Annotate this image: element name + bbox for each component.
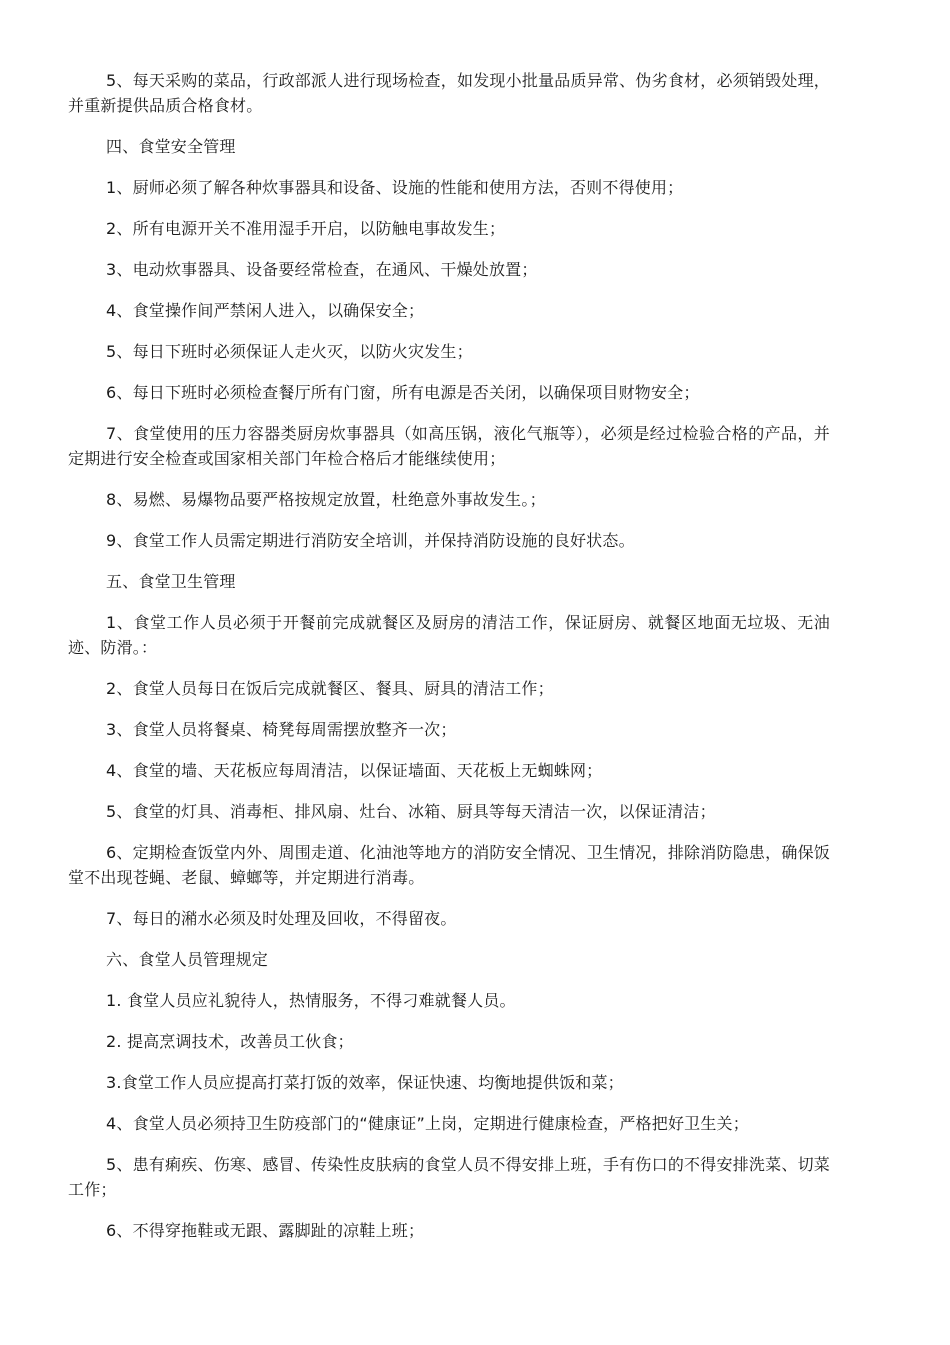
paragraph: 6、定期检查饭堂内外、周围走道、化油池等地方的消防安全情况、卫生情况，排除消防隐患，确保饭堂不出现苍蝇、老鼠、蟑螂等，并定期进行消毒。 [68, 843, 830, 887]
section-heading: 四、食堂安全管理 [106, 137, 236, 156]
paragraph: 7、每日的潲水必须及时处理及回收，不得留夜。 [106, 909, 457, 928]
paragraph: 9、食堂工作人员需定期进行消防安全培训，并保持消防设施的良好状态。 [106, 531, 635, 550]
paragraph: 1. 食堂人员应礼貌待人，热情服务，不得刁难就餐人员。 [106, 991, 516, 1010]
paragraph: 2. 提高烹调技术，改善员工伙食； [106, 1032, 354, 1051]
paragraph: 7、食堂使用的压力容器类厨房炊事器具（如高压锅，液化气瓶等），必须是经过检验合格的产品，并定期进行安全检查或国家相关部门年检合格后才能继续使用； [68, 424, 830, 468]
paragraph: 3、电动炊事器具、设备要经常检查，在通风、干燥处放置； [106, 260, 538, 279]
paragraph: 5、每日下班时必须保证人走火灭，以防火灾发生； [106, 342, 473, 361]
paragraph: 5、食堂的灯具、消毒柜、排风扇、灶台、冰箱、厨具等每天清洁一次，以保证清洁； [106, 802, 716, 821]
paragraph: 2、所有电源开关不准用湿手开启，以防触电事故发生； [106, 219, 506, 238]
paragraph: 1、食堂工作人员必须于开餐前完成就餐区及厨房的清洁工作，保证厨房、就餐区地面无垃圾、无油迹、防滑。： [68, 613, 830, 657]
paragraph: 4、食堂的墙、天花板应每周清洁，以保证墙面、天花板上无蜘蛛网； [106, 761, 603, 780]
paragraph: 1、厨师必须了解各种炊事器具和设备、设施的性能和使用方法，否则不得使用； [106, 178, 684, 197]
paragraph: 2、食堂人员每日在饭后完成就餐区、餐具、厨具的清洁工作； [106, 679, 554, 698]
paragraph: 4、食堂人员必须持卫生防疫部门的“健康证”上岗，定期进行健康检查，严格把好卫生关； [106, 1114, 749, 1133]
paragraph: 3.食堂工作人员应提高打菜打饭的效率，保证快速、均衡地提供饭和菜； [106, 1073, 624, 1092]
paragraph: 3、食堂人员将餐桌、椅凳每周需摆放整齐一次； [106, 720, 457, 739]
paragraph: 4、食堂操作间严禁闲人进入，以确保安全； [106, 301, 425, 320]
paragraph: 5、患有痢疾、伤寒、感冒、传染性皮肤病的食堂人员不得安排上班，手有伤口的不得安排洗菜、切菜工作； [68, 1155, 830, 1199]
section-heading: 六、食堂人员管理规定 [106, 950, 269, 969]
paragraph: 5、每天采购的菜品，行政部派人进行现场检查，如发现小批量品质异常、伪劣食材，必须销毁处理，并重新提供品质合格食材。 [68, 71, 830, 115]
section-heading: 五、食堂卫生管理 [106, 572, 236, 591]
paragraph: 8、易燃、易爆物品要严格按规定放置，杜绝意外事故发生。； [106, 490, 546, 509]
paragraph: 6、不得穿拖鞋或无跟、露脚趾的凉鞋上班； [106, 1221, 425, 1240]
paragraph: 6、每日下班时必须检查餐厅所有门窗，所有电源是否关闭，以确保项目财物安全； [106, 383, 700, 402]
